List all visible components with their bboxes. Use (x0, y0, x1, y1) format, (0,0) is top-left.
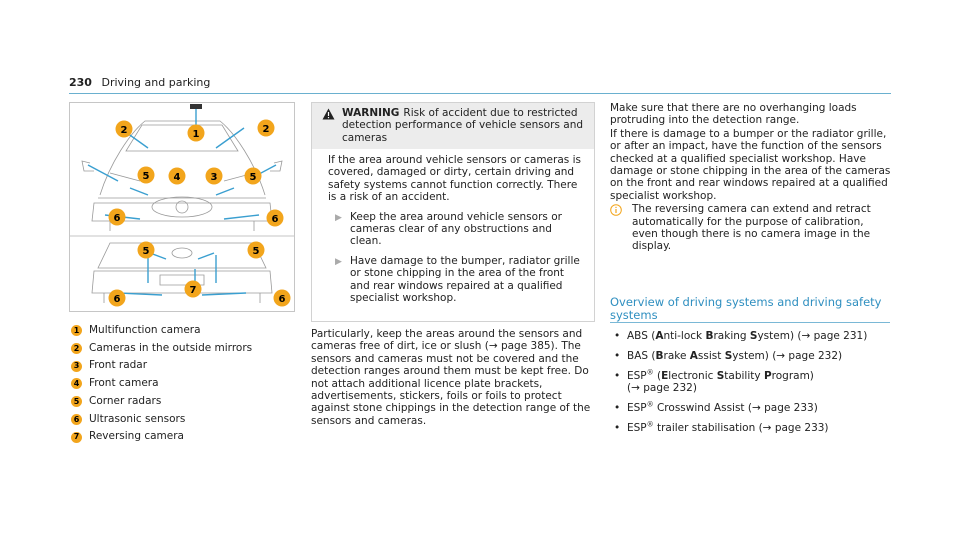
badge-corner-radar-rear-left (138, 242, 155, 259)
page-link[interactable]: ystem) (→ page 231) (757, 330, 868, 342)
badge-corner-radar-front-right (245, 168, 262, 185)
svg-text:5: 5 (249, 172, 257, 183)
page-link[interactable]: (→ page 232) (627, 382, 697, 395)
svg-text:2: 2 (120, 125, 128, 136)
svg-text:5: 5 (252, 246, 260, 257)
badge-front-camera (169, 168, 186, 185)
svg-text:7: 7 (189, 285, 197, 296)
warning-step (328, 211, 584, 248)
systems-list (610, 330, 892, 442)
legend-item (71, 322, 252, 340)
warning-triangle-icon (322, 108, 335, 120)
warning-header (312, 103, 594, 149)
badge-camera-mirror-left (116, 121, 133, 138)
sensor-care-paragraph (311, 328, 593, 427)
sensor-diagram (69, 102, 295, 312)
note (610, 203, 892, 253)
warning-label: WARNING (342, 107, 400, 119)
info-icon (610, 204, 622, 216)
badge-ultrasonic-rear-left (109, 290, 126, 307)
paragraph: If there is damage to a bumper or the radiator grille, or after an impact, have the function of the sensors checked at a qualified specialist workshop. Have damage or stone chipping in the area of the cameras on the front and rear windows repaired at a qualified specialist workshop. (610, 127, 891, 202)
warning-step (328, 255, 584, 305)
legend-badge: 7 (71, 432, 82, 443)
badge-corner-radar-front-left (138, 167, 155, 184)
step-arrow-icon: ▶ (335, 256, 342, 267)
section-heading: Overview of driving systems and driving safety systems (610, 296, 890, 323)
page-link[interactable]: ystem) (→ page 232) (732, 349, 843, 362)
figure-legend (71, 322, 252, 446)
legend-item (71, 375, 252, 393)
list-item: • ESP® trailer stabilisation (→ page 233) (610, 422, 892, 434)
page-link[interactable]: trailer stabilisation (→ page 233) (653, 422, 829, 435)
svg-text:5: 5 (142, 246, 150, 257)
svg-text:6: 6 (113, 213, 121, 224)
svg-text:1: 1 (192, 129, 200, 140)
legend-label: Cameras in the outside mirrors (89, 341, 253, 354)
legend-label: Ultrasonic sensors (89, 412, 186, 425)
legend-badge: 1 (71, 325, 82, 336)
svg-text:6: 6 (278, 294, 286, 305)
page-link[interactable]: Crosswind Assist (→ page 233) (653, 402, 818, 415)
step-arrow-icon: ▶ (335, 212, 342, 223)
svg-text:6: 6 (271, 214, 279, 225)
right-column (610, 102, 892, 253)
front-badges (109, 120, 284, 227)
multifunction-camera-icon (190, 104, 202, 109)
badge-ultrasonic-rear-right (274, 290, 291, 307)
badge-ultrasonic-front-left (109, 209, 126, 226)
warning-body (312, 149, 594, 304)
svg-text:2: 2 (262, 124, 270, 135)
legend-label: Corner radars (89, 394, 162, 407)
header-rule (69, 93, 891, 94)
rear-badges (109, 242, 291, 307)
page-number: 230 (69, 76, 92, 89)
warning-box (311, 102, 595, 322)
badge-camera-mirror-right (258, 120, 275, 137)
badge-front-radar (206, 168, 223, 185)
legend-item (71, 357, 252, 375)
sensor-diagram-svg (70, 103, 294, 311)
warning-title: Risk of accident due to restricted detection performance of vehicle sensors and cameras (342, 107, 584, 144)
legend-label: Reversing camera (89, 430, 184, 443)
svg-text:3: 3 (210, 172, 218, 183)
badge-reversing-camera (185, 281, 202, 298)
page-header (69, 76, 210, 89)
legend-item (71, 411, 252, 429)
legend-label: Multifunction camera (89, 324, 201, 336)
legend-item (71, 428, 252, 446)
legend-badge: 6 (71, 414, 82, 425)
warning-step-text: Keep the area around vehicle sensors or cameras clear of any obstructions and clean. (350, 210, 562, 248)
badge-corner-radar-rear-right (248, 242, 265, 259)
legend-badge: 5 (71, 396, 82, 407)
list-item: • ABS (Anti-lock Braking System) (→ page 231) (610, 330, 892, 342)
warning-step-text: Have damage to the bumper, radiator grille or stone chipping in the area of the front and rear windows repaired at a qualified specialist workshop. (350, 254, 580, 305)
legend-item (71, 393, 252, 411)
note-text: The reversing camera can extend and retract automatically for the purpose of calibration, even though there is no camera image in the display. (632, 203, 871, 253)
paragraph: Particularly, keep the areas around the sensors and cameras free of dirt, ice or slush (→ page 385). The sensors and cameras must not be covered and the detection ranges around them must be kept free. Do not attach additional licence plate brackets, advertisements, stickers, foils or foils to protect against stone chippings in the detection range of the sensors and cameras. (311, 328, 591, 427)
legend-badge: 2 (71, 343, 82, 354)
legend-label: Front radar (89, 359, 148, 372)
svg-text:5: 5 (142, 171, 150, 182)
list-item: • ESP® Crosswind Assist (→ page 233) (610, 402, 892, 414)
section-title: Driving and parking (101, 76, 211, 89)
list-item: • ESP® (Electronic Stability Program) (→ page 232) (610, 370, 892, 395)
front-detection-zones (88, 105, 276, 219)
list-item: • BAS (Brake Assist System) (→ page 232) (610, 350, 892, 362)
svg-text:4: 4 (173, 172, 181, 183)
warning-text: If the area around vehicle sensors or cameras is covered, damaged or dirty, certain driving and safety systems cannot function correctly. There is a risk of an accident. (328, 154, 581, 204)
rear-detection-zones (118, 253, 246, 295)
legend-item (71, 340, 252, 358)
legend-badge: 3 (71, 361, 82, 372)
badge-multifunction-camera (188, 125, 205, 142)
svg-text:6: 6 (113, 294, 121, 305)
badge-ultrasonic-front-right (267, 210, 284, 227)
legend-badge: 4 (71, 378, 82, 389)
paragraph: Make sure that there are no overhanging loads protruding into the detection range. (610, 102, 857, 127)
legend-label: Front camera (89, 377, 159, 390)
